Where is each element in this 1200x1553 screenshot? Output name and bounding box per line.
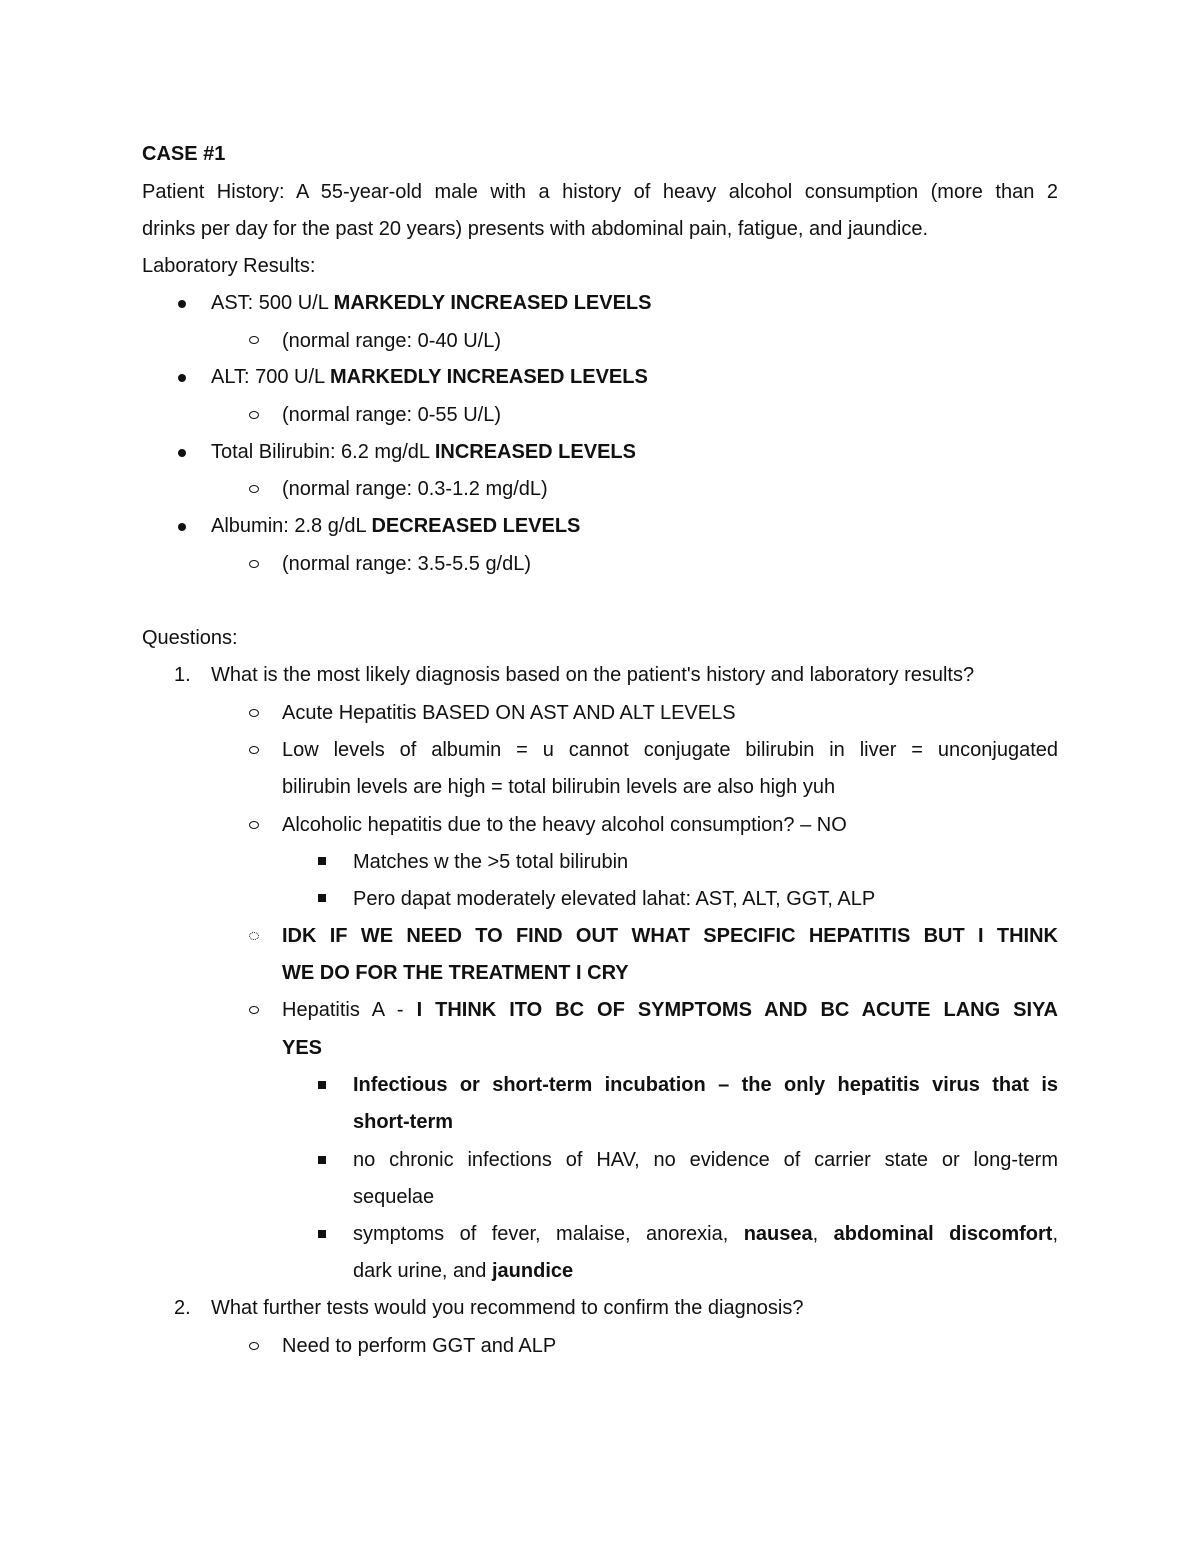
lab-item-alt xyxy=(211,365,648,389)
lab-results-heading: Laboratory Results: xyxy=(142,255,316,277)
symptom-jaundice: jaundice xyxy=(491,1260,574,1282)
symptoms-list: symptoms of fever, malaise, anorexia, xyxy=(353,1223,744,1245)
patient-history-line-2: drinks per day for the past 20 years) presents with abdominal pain, fatigue, and jaundice. xyxy=(142,218,929,240)
bullet-circle-icon xyxy=(249,411,259,419)
bullet-dot-icon xyxy=(178,300,186,308)
lab-albumin-flag: DECREASED LEVELS xyxy=(371,515,581,537)
sub-answer-moderately-elevated: Pero dapat moderately elevated lahat: AST, ALT, GGT, ALP xyxy=(353,888,876,910)
bullet-dot-icon xyxy=(178,523,186,531)
symptoms-comma: , xyxy=(1052,1223,1059,1245)
sub-answer-infectious-line-1: Infectious or short-term incubation – the only hepatitis virus that is xyxy=(353,1074,1058,1096)
bullet-square-icon xyxy=(318,894,326,902)
lab-alt-flag: MARKEDLY INCREASED LEVELS xyxy=(329,366,648,388)
answer-hepatitis-a-reason: I THINK ITO BC OF SYMPTOMS AND BC ACUTE LANG SIYA xyxy=(416,999,1058,1021)
answer-hepatitis-a-line-2: YES xyxy=(282,1037,323,1059)
lab-ast-normal-range: (normal range: 0-40 U/L) xyxy=(282,330,501,352)
sub-answer-symptoms-line-2 xyxy=(353,1259,573,1283)
sub-answer-infectious-line-2: short-term xyxy=(353,1111,454,1133)
patient-history-line-1: Patient History: A 55-year-old male with a history of heavy alcohol consumption (more than 2 xyxy=(142,181,1058,203)
bullet-circle-icon xyxy=(249,1006,259,1014)
lab-alt-value: ALT: 700 U/L xyxy=(211,366,330,388)
bullet-circle-icon xyxy=(249,746,259,754)
question-2-text: What further tests would you recommend to confirm the diagnosis? xyxy=(211,1297,804,1319)
lab-ast-value: AST: 500 U/L xyxy=(211,292,334,314)
bullet-circle-icon xyxy=(249,485,259,493)
answer-acute-hepatitis: Acute Hepatitis BASED ON AST AND ALT LEVELS xyxy=(282,702,736,724)
answer-albumin-line-1: Low levels of albumin = u cannot conjugate bilirubin in liver = unconjugated xyxy=(282,739,1058,761)
lab-item-albumin xyxy=(211,514,580,538)
answer-hepatitis-a-label: Hepatitis A - xyxy=(282,999,417,1021)
bullet-square-icon xyxy=(318,1230,326,1238)
bullet-dot-icon xyxy=(178,374,186,382)
lab-albumin-normal-range: (normal range: 3.5-5.5 g/dL) xyxy=(282,553,532,575)
sub-answer-bilirubin-match: Matches w the >5 total bilirubin xyxy=(353,851,629,873)
lab-item-bilirubin xyxy=(211,440,636,464)
symptoms-separator: , xyxy=(812,1223,834,1245)
lab-item-ast xyxy=(211,291,652,315)
bullet-circle-icon xyxy=(249,709,259,717)
lab-ast-flag: MARKEDLY INCREASED LEVELS xyxy=(333,292,652,314)
answer-albumin-line-2: bilirubin levels are high = total bilirubin levels are also high yuh xyxy=(282,776,836,798)
sub-answer-chronic-line-2: sequelae xyxy=(353,1186,435,1208)
bullet-circle-icon xyxy=(249,821,259,829)
answer-further-tests: Need to perform GGT and ALP xyxy=(282,1335,557,1357)
bullet-square-icon xyxy=(318,1156,326,1164)
answer-idk-line-2: WE DO FOR THE TREATMENT I CRY xyxy=(282,962,629,984)
sub-answer-chronic-line-1: no chronic infections of HAV, no evidence of carrier state or long-term xyxy=(353,1149,1058,1171)
question-2-number: 2. xyxy=(174,1297,191,1319)
lab-alt-normal-range: (normal range: 0-55 U/L) xyxy=(282,404,501,426)
lab-bilirubin-flag: INCREASED LEVELS xyxy=(434,441,636,463)
bullet-square-icon xyxy=(318,1081,326,1089)
bullet-square-icon xyxy=(318,857,326,865)
lab-albumin-value: Albumin: 2.8 g/dL xyxy=(211,515,372,537)
lab-bilirubin-value: Total Bilirubin: 6.2 mg/dL xyxy=(211,441,435,463)
question-1-text: What is the most likely diagnosis based on the patient's history and laboratory results? xyxy=(211,664,975,686)
symptom-abdominal-discomfort: abdominal discomfort xyxy=(833,1223,1053,1245)
bullet-dotted-circle-icon xyxy=(249,932,259,940)
sub-answer-symptoms-line-1 xyxy=(353,1222,1058,1246)
bullet-dot-icon xyxy=(178,449,186,457)
bullet-circle-icon xyxy=(249,1342,259,1350)
answer-alcoholic-hepatitis: Alcoholic hepatitis due to the heavy alcohol consumption? – NO xyxy=(282,814,847,836)
question-1-number: 1. xyxy=(174,664,191,686)
symptoms-dark-urine: dark urine, and xyxy=(353,1260,492,1282)
case-title: CASE #1 xyxy=(142,143,226,165)
symptom-nausea: nausea xyxy=(743,1223,813,1245)
answer-idk-line-1: IDK IF WE NEED TO FIND OUT WHAT SPECIFIC HEPATITIS BUT I THINK xyxy=(282,925,1058,947)
bullet-circle-icon xyxy=(249,336,259,344)
questions-heading: Questions: xyxy=(142,627,238,649)
bullet-circle-icon xyxy=(249,560,259,568)
lab-bilirubin-normal-range: (normal range: 0.3-1.2 mg/dL) xyxy=(282,478,548,500)
answer-hepatitis-a-line-1 xyxy=(282,998,1058,1022)
